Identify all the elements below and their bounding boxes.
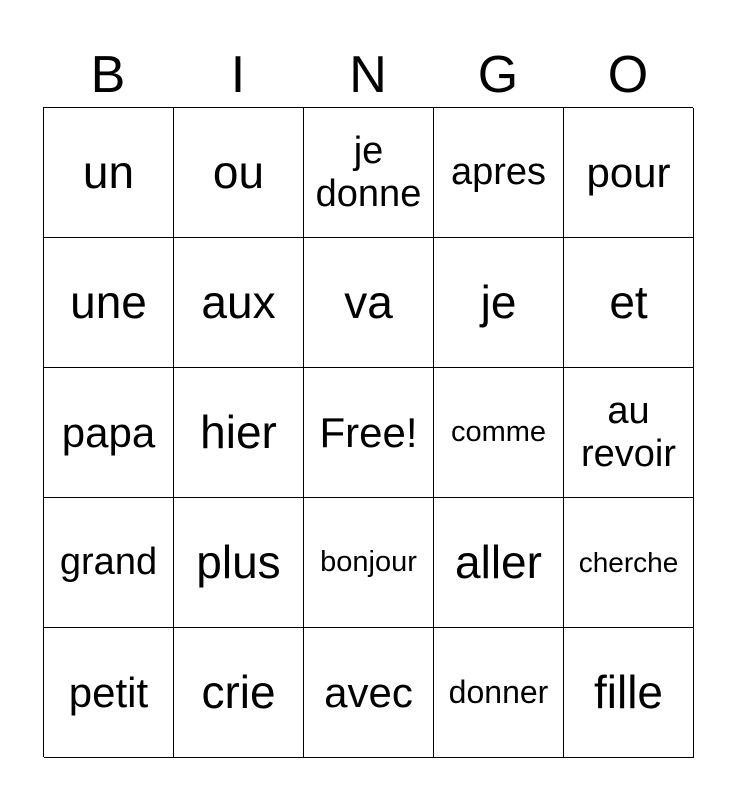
bingo-cell: je: [434, 238, 564, 368]
bingo-cell: bonjour: [304, 498, 434, 628]
bingo-cell: fille: [564, 628, 694, 758]
bingo-cell: grand: [44, 498, 174, 628]
bingo-cell-free: Free!: [304, 368, 434, 498]
bingo-cell: une: [44, 238, 174, 368]
bingo-cell: petit: [44, 628, 174, 758]
bingo-cell: hier: [174, 368, 304, 498]
bingo-cell: cherche: [564, 498, 694, 628]
header-letter-g: G: [477, 46, 519, 104]
bingo-cell: et: [564, 238, 694, 368]
bingo-cell: apres: [434, 108, 564, 238]
bingo-cell: papa: [44, 368, 174, 498]
bingo-cell: un: [44, 108, 174, 238]
bingo-cell: je donne: [304, 108, 434, 238]
bingo-cell: avec: [304, 628, 434, 758]
bingo-cell: comme: [434, 368, 564, 498]
header-letter-i: I: [230, 46, 246, 104]
bingo-cell: plus: [174, 498, 304, 628]
bingo-cell: au revoir: [564, 368, 694, 498]
header-letter-n: N: [349, 46, 387, 104]
bingo-cell: va: [304, 238, 434, 368]
bingo-cell: crie: [174, 628, 304, 758]
header-letter-b: B: [90, 46, 126, 104]
bingo-cell: pour: [564, 108, 694, 238]
bingo-header: [43, 44, 693, 106]
bingo-grid: [43, 107, 693, 757]
header-letter-o: O: [607, 46, 649, 104]
bingo-cell: ou: [174, 108, 304, 238]
bingo-cell: aux: [174, 238, 304, 368]
bingo-cell: aller: [434, 498, 564, 628]
bingo-cell: donner: [434, 628, 564, 758]
